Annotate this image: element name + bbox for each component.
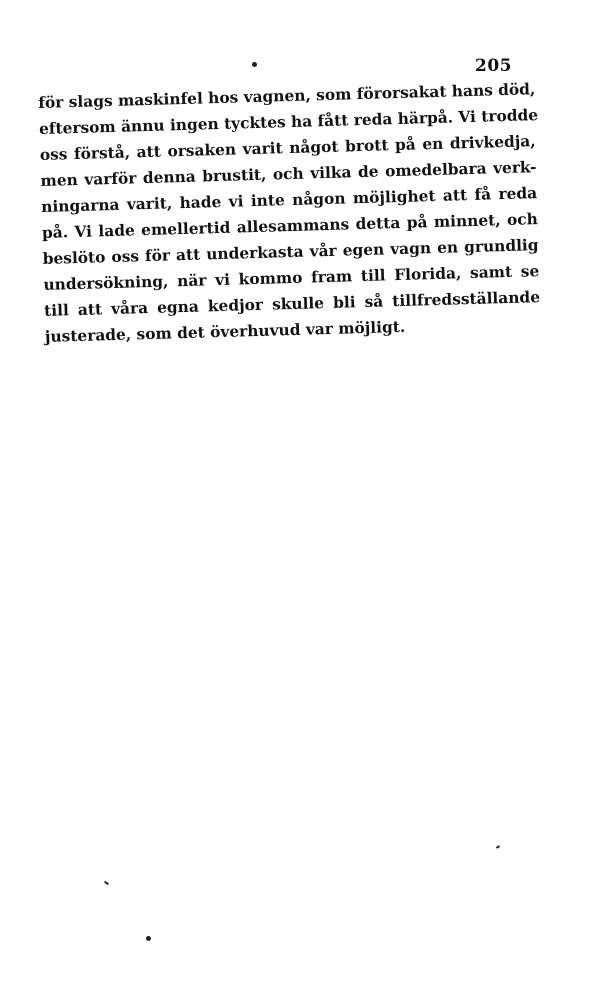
body-paragraph	[38, 76, 541, 350]
text-line: ningarna varit, hade vi inte någon möjlighet att få reda	[41, 184, 538, 216]
ink-speck	[104, 881, 109, 886]
text-line: för slags maskinfel hos vagnen, som förorsakat hans död,	[38, 80, 536, 112]
text-line: men varför denna brustit, och vilka de omedelbara verk-	[40, 158, 537, 190]
text-line: beslöto oss för att underkasta vår egen vagn en grundlig	[42, 236, 539, 268]
text-line: oss förstå, att orsaken varit något brott på en drivkedja,	[39, 132, 536, 164]
text-line: justerade, som det överhuvud var möjligt.	[44, 317, 406, 346]
text-line: undersökning, när vi kommo fram till Florida, samt se	[43, 262, 540, 294]
ink-speck	[496, 845, 500, 849]
text-line: på. Vi lade emellertid allesammans detta på minnet, och	[41, 210, 539, 242]
ink-speck	[252, 62, 257, 67]
page-number: 205	[475, 56, 512, 76]
text-line: eftersom ännu ingen tycktes ha fått reda härpå. Vi trodde	[38, 106, 539, 138]
text-line: till att våra egna kedjor skulle bli så tillfredsställande	[43, 288, 541, 320]
ink-speck	[146, 936, 151, 941]
